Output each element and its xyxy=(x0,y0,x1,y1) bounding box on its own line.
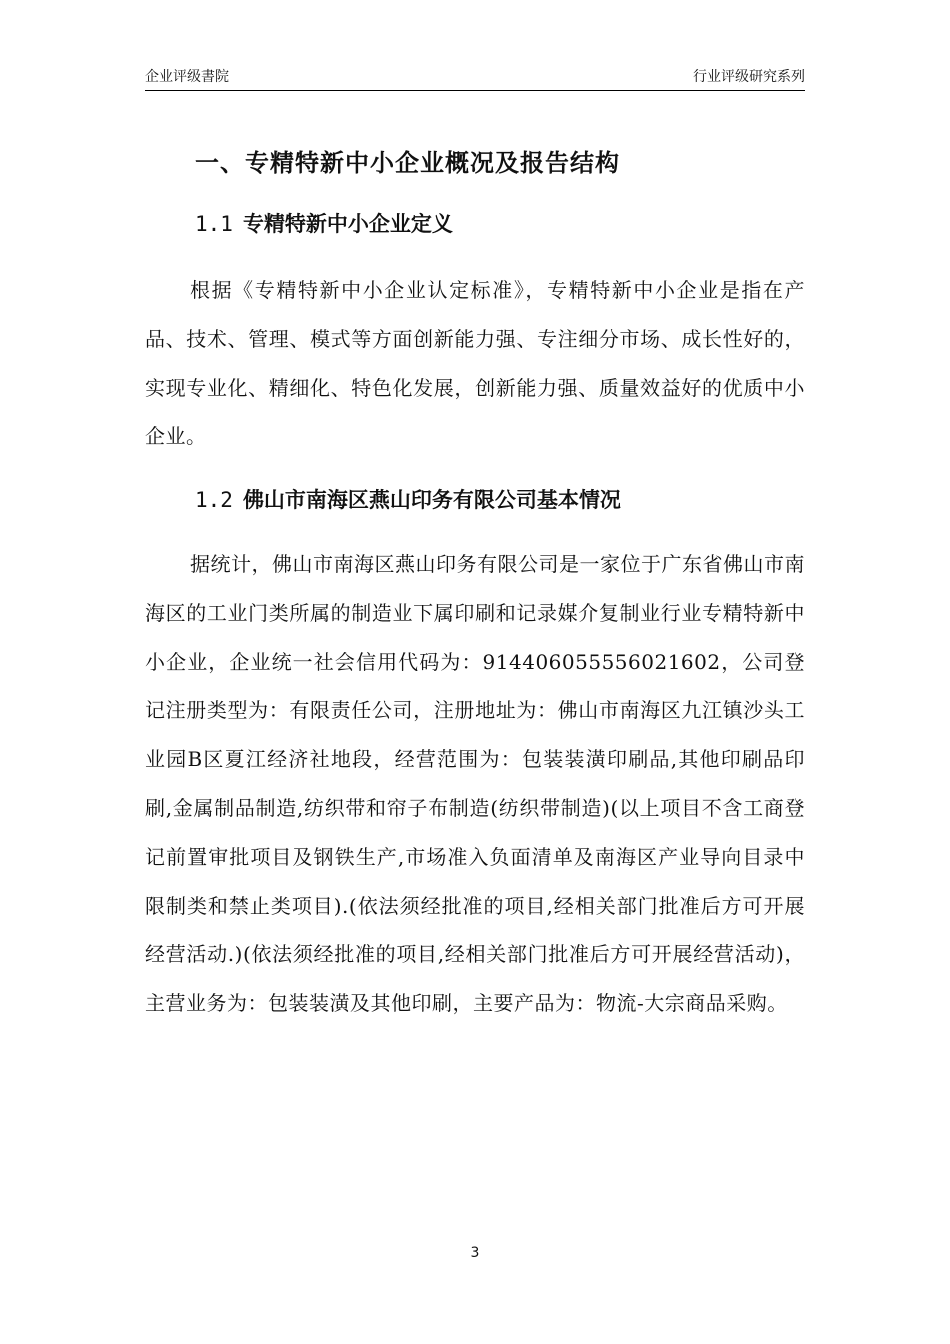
section-title: 一、专精特新中小企业概况及报告结构 xyxy=(195,149,620,177)
subsection-title-text: 佛山市南海区燕山印务有限公司基本情况 xyxy=(242,488,621,512)
header-left-text: 企业评级書院 xyxy=(145,69,229,85)
company-info-paragraph: 据统计，佛山市南海区燕山印务有限公司是一家位于广东省佛山市南海区的工业门类所属的制造业下属印刷和记录媒介复制业行业专精特新中小企业，企业统一社会信用代码为：914406055556021602，公司登记注册类型为：有限责任公司，注册地址为：佛山市南海区九江镇沙头工业园B区夏江经济社地段，经营范围为：包装装潢印刷品,其他印刷品印刷,金属制品制造,纺织带和帘子布制造(纺织带制造)(以上项目不含工商登记前置审批项目及钢铁生产,市场准入负面清单及南海区产业导向目录中限制类和禁止类项目).(依法须经批准的项目,经相关部门批准后方可开展经营活动.)(依法须经批准的项目,经相关部门批准后方可开展经营活动)，主营业务为：包装装潢及其他印刷，主要产品为：物流-大宗商品采购。 xyxy=(145,552,805,1016)
page-header xyxy=(145,66,805,91)
subsection-title-text: 专精特新中小企业定义 xyxy=(242,212,453,236)
header-right-text: 行业评级研究系列 xyxy=(693,69,805,85)
subsection-title-company-info xyxy=(195,482,621,518)
subsection-title-definition xyxy=(195,206,453,242)
subsection-number: 1.2 xyxy=(195,488,233,512)
definition-paragraph: 根据《专精特新中小企业认定标准》，专精特新中小企业是指在产品、技术、管理、模式等方面创新能力强、专注细分市场、成长性好的，实现专业化、精细化、特色化发展，创新能力强、质量效益好的优质中小企业。 xyxy=(145,278,805,449)
page-number: 3 xyxy=(470,1245,480,1261)
subsection-number: 1.1 xyxy=(195,212,233,236)
